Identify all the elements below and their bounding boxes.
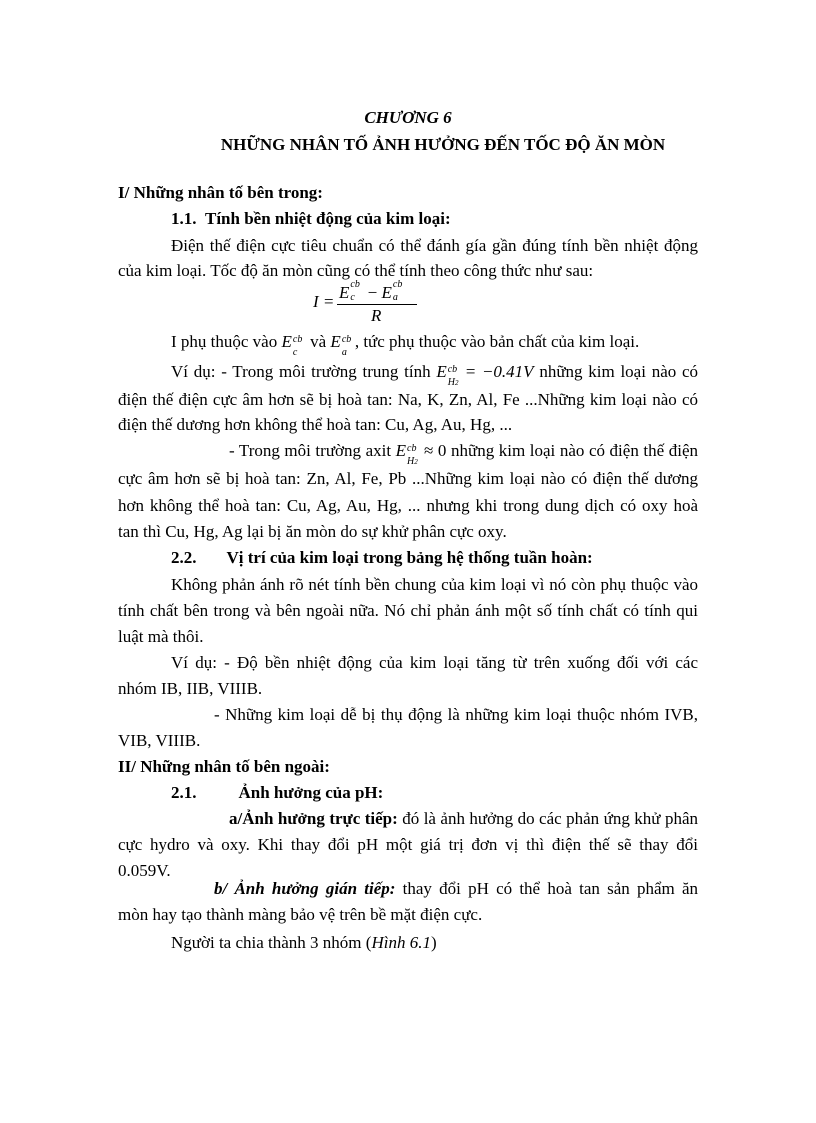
text-run: a/Ảnh hưởng trực tiếp:: [229, 809, 398, 828]
formula-symbol: E: [330, 332, 341, 351]
formula-lhs: I =: [313, 292, 335, 311]
paragraph-line: nhóm IB, IIB, VIIIB.: [118, 679, 263, 698]
formula-superscript: cb: [392, 279, 403, 290]
subsection-2-2-heading: [171, 546, 593, 570]
subsection-title: Vị trí của kim loại trong bảng hệ thống tuần hoàn:: [226, 548, 593, 567]
formula-superscript: cb: [341, 334, 352, 345]
paragraph-line: Ví dụ: - Độ bền nhiệt động của kim loại tăng từ trên xuống đối với các: [171, 653, 698, 672]
text-run: những kim loại nào có điện thế điện: [451, 441, 698, 460]
formula-symbol: E: [339, 283, 350, 302]
formula-denominator: R: [371, 306, 382, 325]
formula-symbol: E: [281, 332, 292, 351]
paragraph-line: điện thế dương hơn không thể hoà tan: Cu, Ag, Au, Hg, ...: [118, 415, 513, 434]
formula-subscript: H: [407, 456, 415, 467]
text-run: b/ Ảnh hưởng gián tiếp:: [214, 879, 396, 898]
formula-subscript: a: [392, 292, 398, 303]
paragraph-line: của kim loại. Tốc độ ăn mòn cũng có thể tính theo công thức như sau:: [118, 261, 594, 280]
formula-superscript: cb: [350, 279, 360, 290]
paragraph-line: tan thì Cu, Hg, Ag lại bị ăn mòn do sự khử phân cực oxy.: [118, 522, 507, 541]
formula-symbol: E: [436, 362, 447, 381]
formula-subscript: a: [341, 347, 347, 358]
formula-subscript: 2: [454, 379, 459, 387]
subsection-title: Ảnh hưởng của pH:: [238, 783, 384, 802]
paragraph-line: cực hydro và oxy. Khi thay đổi pH một giá trị đơn vị thì điện thế sẽ thay đổi: [118, 835, 698, 854]
paragraph-line: VIB, VIIIB.: [118, 731, 201, 750]
paragraph-line: Không phản ánh rõ nét tính bền chung của kim loại vì nó còn phụ thuộc vào: [171, 575, 698, 594]
formula-subscript: c: [350, 292, 355, 303]
paragraph-line: [171, 360, 699, 388]
text-run: , tức phụ thuộc vào bản chất của kim loại.: [354, 332, 640, 351]
subsection-1-1-heading: [171, 207, 451, 231]
formula-subscript: 2: [414, 458, 418, 466]
section-2-heading: II/ Những nhân tố bên ngoài:: [118, 757, 330, 776]
paragraph-line: - Những kim loại dễ bị thụ động là những kim loại thuộc nhóm IVB,: [214, 705, 698, 724]
paragraph-line: luật mà thôi.: [118, 627, 204, 646]
subsection-number: 2.2.: [171, 548, 197, 567]
paragraph-line: Điện thế điện cực tiêu chuẩn có thể đánh gía gần đúng tính bền nhiệt động: [171, 236, 698, 255]
text-run: I phụ thuộc vào: [171, 332, 278, 351]
paragraph-line: mòn hay tạo thành màng bảo vệ trên bề mặt điện cực.: [118, 905, 483, 924]
formula-superscript: cb: [292, 334, 303, 345]
text-run: - Trong môi trường axit: [229, 441, 392, 460]
formula-value: = −0.41V: [464, 362, 534, 381]
paragraph-line: điện thế điện cực âm hơn sẽ bị hoà tan: Na, K, Zn, Al, Fe ...Những kim loại nào có: [118, 390, 698, 409]
formula-numerator: [339, 279, 406, 303]
subsection-title: Tính bền nhiệt động của kim loại:: [205, 209, 451, 228]
formula-symbol: E: [381, 283, 392, 302]
formula-operator: −: [367, 283, 378, 302]
paragraph-line: [214, 877, 698, 901]
paragraph-line: [229, 807, 698, 831]
corrosion-rate-formula: [313, 279, 423, 331]
formula-subscript: c: [292, 347, 298, 358]
text-run: thay đổi pH có thể hoà tan sản phẩm ăn: [402, 879, 699, 898]
text-run: đó là ảnh hưởng do các phản ứng khử phân: [402, 809, 698, 828]
figure-reference: Hình 6.1: [371, 933, 431, 952]
subsection-number: 1.1.: [171, 209, 197, 228]
text-run: và: [310, 332, 327, 351]
formula-superscript: cb: [447, 364, 458, 375]
paragraph-line: 0.059V.: [118, 861, 171, 880]
formula-value: ≈ 0: [424, 441, 447, 460]
text-run: ): [430, 933, 437, 952]
formula-superscript: cb: [407, 443, 417, 454]
text-run: những kim loại nào có: [539, 362, 699, 381]
paragraph-line: hơn không thể hoà tan: Cu, Ag, Au, Hg, ... nhưng khi trong dung dịch có oxy hoà: [118, 496, 698, 515]
fraction-bar: [337, 304, 417, 305]
paragraph-line: [229, 439, 698, 467]
text-run: Ví dụ: - Trong môi trường trung tính: [171, 362, 431, 381]
chapter-label: CHƯƠNG 6: [364, 108, 452, 127]
chapter-title: NHỮNG NHÂN TỐ ẢNH HƯỞNG ĐẾN TỐC ĐỘ ĂN MÒN: [220, 135, 666, 154]
formula-symbol: E: [395, 441, 407, 460]
paragraph-line: tính chất bên trong và bên ngoài nữa. Nó chỉ phản ánh một số tính chất có tính qui: [118, 601, 698, 620]
subsection-2-1-heading: [171, 781, 383, 805]
subsection-number: 2.1.: [171, 783, 197, 802]
paragraph-line: [171, 931, 437, 955]
paragraph-line: [171, 330, 640, 358]
formula-subscript: H: [447, 377, 455, 388]
paragraph-line: cực âm hơn sẽ bị hoà tan: Zn, Al, Fe, Pb ...Những kim loại nào có điện thế dương: [118, 469, 698, 488]
text-run: Người ta chia thành 3 nhóm (: [171, 933, 372, 952]
section-1-heading: I/ Những nhân tố bên trong:: [118, 183, 323, 202]
